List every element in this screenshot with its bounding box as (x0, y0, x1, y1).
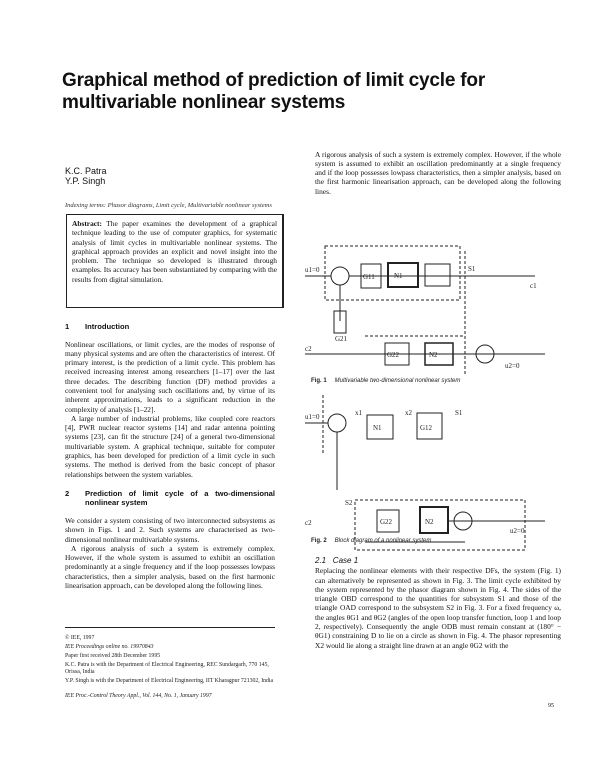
paragraph-text: A rigorous analysis of such a system is extremely complex. However, if the whole system is assumed to exhibit an oscillation predominantly at a single frequency and if the loop possesses lowpass characteristics, then a simpler analysis, based on the first harmonic linearisation approach, can be developed along the following lines. (315, 149, 561, 196)
label-s1: S1 (455, 409, 463, 417)
summing-junction (331, 267, 349, 285)
label-c2: c2 (305, 345, 312, 353)
label-n1: N1 (373, 424, 382, 432)
section-heading (65, 489, 275, 508)
footnotes (65, 635, 275, 702)
fig-caption-text: Multivariable two-dimensional nonlinear system (334, 378, 461, 384)
label-u2: u2=0 (510, 527, 525, 535)
footnote-rule (65, 627, 275, 628)
label-s2: S2 (345, 499, 353, 507)
label-n1: N1 (394, 272, 403, 280)
left-column (65, 312, 275, 591)
subsection-heading (315, 556, 561, 565)
fig-label: Fig. 2 (311, 538, 327, 544)
abstract-box (66, 214, 284, 308)
label-g22: G22 (380, 518, 393, 526)
subsection-title: Case 1 (332, 556, 359, 565)
section-heading (65, 322, 275, 332)
label-g22: G22 (387, 351, 400, 359)
right-column-bottom (315, 556, 561, 650)
fig1-block-diagram (305, 236, 570, 376)
indexing-terms: Indexing terms: Phasor diagrams, Limit cycle, Multivariable nonlinear systems (65, 202, 272, 209)
section-number: 2 (65, 488, 70, 498)
fig-label: Fig. 1 (311, 378, 327, 384)
fig2-block-diagram (305, 395, 570, 535)
subsection-number: 2.1 (315, 556, 327, 565)
paragraph: A large number of industrial problems, like coupled core reactors [4], PWR nuclear reactor systems [14] and radar antenna pointing systems [23], can fit the structure [24] of a general two-dimensional multivariable system. A graphical technique, suitable for computer graphics, has been developed for prediction of a limit cycle in such systems. The method is derived from the basic concept of phasor relationships between the system variables. (65, 413, 275, 479)
n1-block (388, 263, 418, 287)
section-title: Introduction (85, 322, 130, 331)
label-g21: G21 (335, 335, 348, 343)
label-s1: S1 (468, 265, 476, 273)
label-c1: c1 (530, 282, 537, 290)
fig-caption-text: Block diagram of a nonlinear system (334, 538, 432, 544)
copyright: © IEE, 1997 (65, 635, 95, 641)
subsystem-s1-boundary (325, 246, 460, 300)
author-affiliation: Y.P. Singh is with the Department of Electrical Engineering, IIT Kharagpur 721302, India (65, 678, 274, 684)
label-c2: c2 (305, 519, 312, 527)
paragraph: We consider a system consisting of two interconnected subsystems as shown in Figs. 1 and 2. Such systems are characterised as two-dimensional nonlinear multivariable systems. (65, 515, 275, 544)
paragraph: Nonlinear oscillations, or limit cycles, are the modes of response of many physical systems and are often the characteristics of interest. Of primary interest, is the prediction of a limit cycle. This problem has received increasing interest among researchers [1–17] over the last three decades. The describing function (DF) method provides a convenient tool for analysing such oscillations and, by virtue of its inherent approximations, leads to a significant reduction in the complexity of analysis [1–22]. (65, 339, 275, 414)
received-date: Paper first received 28th December 1995 (65, 653, 161, 659)
author-list (65, 166, 107, 186)
paragraph-continued (315, 149, 561, 196)
abstract-text: The paper examines the development of a graphical technique leading to the use of computer graphics, for systematic analysis of limit cycles in multivariable nonlinear systems. The graphical approach provides an explicit and novel insight into the problem. The technique so developed is illustrated through examples. Its accuracy has been substantiated by comparing with the results from digital simulation. (72, 219, 277, 284)
author-name: Y.P. Singh (65, 176, 106, 186)
label-g12: G12 (420, 424, 433, 432)
label-u1: u1=0 (305, 413, 320, 421)
abstract-label: Abstract: (72, 219, 102, 228)
label-n2: N2 (425, 518, 434, 526)
label-x1: x1 (355, 409, 362, 417)
author-affiliation: K.C. Patra is with the Department of Electrical Engineering, REC Sundargarh, 770 145, Orissa, India (65, 662, 269, 675)
author-name: K.C. Patra (65, 166, 107, 176)
label-g11: G11 (363, 273, 375, 281)
page-number: 95 (548, 703, 554, 709)
paragraph: Replacing the nonlinear elements with their respective DFs, the system (Fig. 1) can alternatively be represented as shown in Fig. 3. The limit cycle exhibited by the system represented by the phasor diagram shown in Fig. 4. The sides of the triangle OBD correspond to the quantities for subsystem S1 and those of the triangle OAD correspond to the subsystem S2 in Fig. 3. For a fixed frequency ω, the angles θG1 and θG2 (angles of the open loop transfer function, loop 1 and loop 2, respectively). Consequently the angle ODB must remain constant at (180° − θG1) constraining D to lie on a circle as shown in Fig. 4. The phasor representing X2 would lie along a straight line drawn at an angle θG2 with the (315, 566, 561, 650)
fig1-caption (311, 378, 460, 384)
paper-title: Graphical method of prediction of limit cycle for multivariable nonlinear systems (62, 70, 486, 113)
journal-citation: IEE Proc.-Control Theory Appl., Vol. 144, No. 1, January 1997 (65, 693, 212, 699)
label-n2: N2 (429, 351, 438, 359)
paragraph: A rigorous analysis of such a system is extremely complex. However, if the whole system is assumed to exhibit an oscillation predominantly at a single frequency and if the loop possesses lowpass characteristics, then a simpler analysis, based on the first harmonic linearisation approach, can be developed along the following lines. (65, 543, 275, 591)
section-number: 1 (65, 322, 70, 331)
g-block (425, 264, 450, 286)
section-title: Prediction of limit cycle of a two-dimensional nonlinear system (85, 488, 275, 508)
online-number: IEE Proceedings online no. 19970843 (65, 644, 154, 650)
label-u1: u1=0 (305, 266, 320, 274)
label-x2: x2 (405, 409, 412, 417)
label-u2: u2=0 (505, 362, 520, 370)
fig2-caption (311, 538, 431, 544)
